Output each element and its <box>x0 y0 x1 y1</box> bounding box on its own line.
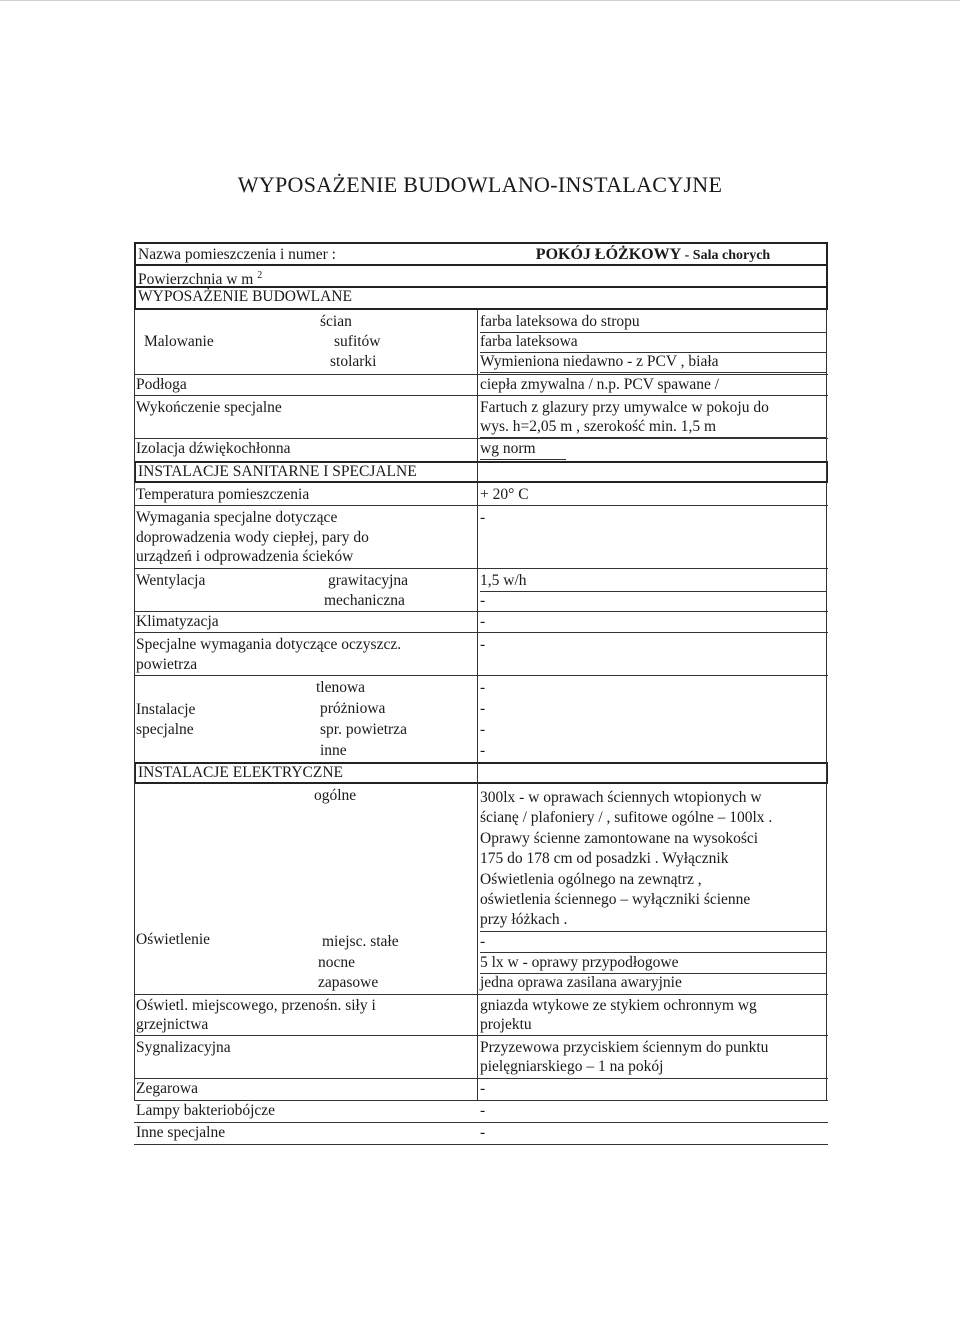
uv-row <box>134 1100 828 1122</box>
signal-value-1: Przyzewowa przyciskiem ściennym do punktu <box>480 1039 769 1056</box>
vacuum-value: - <box>480 700 486 717</box>
ac-row <box>134 611 828 632</box>
section-electrical-title: INSTALACJE ELEKTRYCZNE <box>138 764 343 781</box>
temp-label: Temperatura pomieszczenia <box>136 486 310 503</box>
general-label: ogólne <box>314 787 357 804</box>
emergency-label: zapasowe <box>318 974 379 991</box>
section-building <box>134 288 828 310</box>
vent-grav-value: 1,5 w/h <box>480 571 826 592</box>
area-row <box>134 266 828 288</box>
equipment-form <box>134 242 828 1145</box>
painting-label: Malowanie <box>144 333 214 350</box>
uv-value: - <box>480 1102 486 1119</box>
clock-row <box>134 1078 828 1100</box>
ceilings-label: sufitów <box>334 333 381 350</box>
sockets-value-2: projektu <box>480 1016 532 1033</box>
clock-label: Zegarowa <box>136 1080 198 1097</box>
misc-row <box>134 1122 828 1145</box>
water-label-2: doprowadzenia wody ciepłej, pary do <box>136 529 369 546</box>
vent-label: Wentylacja <box>136 572 206 589</box>
form-left-rule <box>134 310 135 1100</box>
air-row <box>134 632 828 675</box>
air-label-1: Specjalne wymagania dotyczące oczyszcz. <box>136 636 402 653</box>
room-name-sub: - Sala chorych <box>681 248 771 263</box>
local-value: - <box>480 932 826 953</box>
joinery-label: stolarki <box>330 353 377 370</box>
vacuum-label: próżniowa <box>320 700 386 717</box>
general-line: Oprawy ścienne zamontowane na wysokości <box>480 829 759 847</box>
water-label-1: Wymagania specjalne dotyczące <box>136 509 338 526</box>
form-mid-rule <box>477 310 478 1100</box>
ac-label: Klimatyzacja <box>136 613 219 630</box>
room-name-label: Nazwa pomieszczenia i numer : <box>138 246 336 263</box>
walls-value: farba lateksowa do stropu <box>480 312 826 333</box>
general-line: Oświetlenia ogólnego na zewnątrz , <box>480 870 702 888</box>
ventilation-block <box>134 569 828 611</box>
floor-label: Podłoga <box>136 376 187 393</box>
water-value: - <box>480 509 486 526</box>
temp-row <box>134 483 828 506</box>
misc-value: - <box>480 1124 486 1141</box>
sockets-label-1: Oświetl. miejscowego, przenośn. siły i <box>136 997 376 1014</box>
night-label: nocne <box>318 954 356 971</box>
compressed-label: spr. powietrza <box>320 721 407 738</box>
clock-value: - <box>480 1080 486 1097</box>
emergency-value: jedna oprawa zasilana awaryjnie <box>480 974 682 991</box>
signal-value-2: pielęgniarskiego – 1 na pokój <box>480 1058 664 1075</box>
room-name-value <box>480 245 826 266</box>
finish-label: Wykończenie specjalne <box>136 399 282 416</box>
finish-value-1: Fartuch z glazury przy umywalce w pokoju do <box>480 399 769 416</box>
misc-label: Inne specjalne <box>136 1124 226 1141</box>
ac-value: - <box>480 613 486 630</box>
air-label-2: powietrza <box>136 656 198 673</box>
air-value: - <box>480 636 486 653</box>
acoustic-row <box>134 438 828 461</box>
general-line: 300lx - w oprawach ściennych wtopionych w <box>480 789 762 806</box>
page-title: WYPOSAŻENIE BUDOWLANO-INSTALACYJNE <box>237 172 723 197</box>
finish-row <box>134 395 828 438</box>
sockets-label-2: grzejnictwa <box>136 1016 209 1033</box>
vent-mech-value: - <box>480 592 486 609</box>
room-name-row <box>134 242 828 266</box>
signal-label: Sygnalizacyjna <box>136 1039 231 1056</box>
sockets-row <box>134 994 828 1035</box>
special-label-2: specjalne <box>136 721 194 738</box>
area-label <box>138 266 478 290</box>
sockets-value-1: gniazda wtykowe ze stykiem ochronnym wg <box>480 997 757 1014</box>
lighting-label: Oświetlenie <box>136 931 211 948</box>
general-line: przy łóżkach . <box>480 910 826 931</box>
general-line: 175 do 178 cm od posadzki . Wyłącznik <box>480 850 729 868</box>
floor-row <box>134 374 828 395</box>
finish-value-2: wys. h=2,05 m , szerokość min. 1,5 m <box>480 417 826 438</box>
section-building-title: WYPOSAŻENIE BUDOWLANE <box>138 288 352 305</box>
vent-grav-label: grawitacyjna <box>328 572 409 589</box>
oxygen-label: tlenowa <box>316 679 366 696</box>
signal-row <box>134 1035 828 1078</box>
scan-edge <box>0 0 960 7</box>
other-label: inne <box>320 742 347 759</box>
water-label-3: urządzeń i odprowadzenia ścieków <box>136 548 354 565</box>
section-sanitary <box>134 461 828 483</box>
general-line: ścianę / plafoniery / , sufitowe ogólne – 100lx . <box>480 809 773 827</box>
form-right-rule <box>826 310 827 1100</box>
compressed-value: - <box>480 721 486 738</box>
general-line: oświetlenia ściennego – wyłączniki ścienne <box>480 891 751 909</box>
lighting-block <box>134 784 828 994</box>
water-row <box>134 506 828 569</box>
section-electrical <box>134 762 828 784</box>
temp-value: + 20° C <box>480 486 529 503</box>
walls-label: ścian <box>320 313 352 330</box>
local-label: miejsc. stałe <box>322 933 399 950</box>
acoustic-value <box>480 439 826 460</box>
vent-mech-label: mechaniczna <box>324 592 405 609</box>
oxygen-value: - <box>480 679 486 696</box>
uv-label: Lampy bakteriobójcze <box>136 1102 276 1119</box>
ceilings-value: farba lateksowa <box>480 332 826 353</box>
general-value <box>480 788 826 932</box>
acoustic-label: Izolacja dźwiękochłonna <box>136 440 291 457</box>
special-block <box>134 675 828 762</box>
room-name-main: POKÓJ ŁÓŻKOWY <box>535 246 682 263</box>
area-unit-sup: 2 <box>257 270 263 281</box>
other-value: - <box>480 742 486 759</box>
floor-value: ciepła zmywalna / n.p. PCV spawane / <box>480 375 826 396</box>
painting-block <box>134 310 828 374</box>
special-label-1: Instalacje <box>136 701 196 718</box>
night-value: 5 lx w - oprawy przypodłogowe <box>480 953 826 974</box>
section-sanitary-title: INSTALACJE SANITARNE I SPECJALNE <box>138 463 417 480</box>
joinery-value: Wymieniona niedawno - z PCV , biała <box>480 352 826 373</box>
area-label-text: Powierzchnia w m <box>138 271 254 289</box>
acoustic-value-text: wg norm <box>480 439 566 460</box>
